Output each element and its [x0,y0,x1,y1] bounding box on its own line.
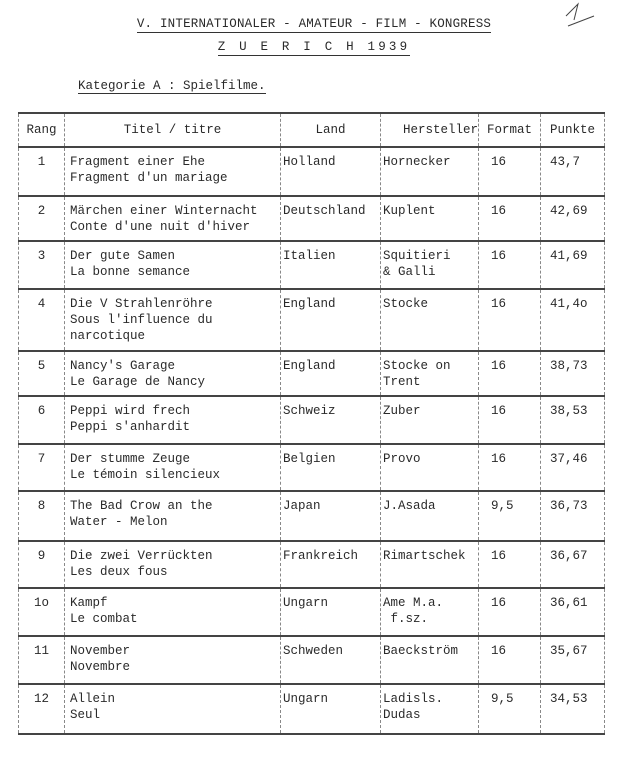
cell-hersteller [381,491,479,541]
cell-rang: 1o [19,588,65,636]
producer-line-1: Kuplent [383,204,436,218]
title-french: Le combat [70,612,138,626]
cell-titel [65,241,281,289]
cell-titel [65,147,281,196]
cell-titel [65,541,281,588]
cell-format: 16 [479,396,541,444]
cell-rang: 3 [19,241,65,289]
producer-line-1: Provo [383,452,421,466]
category-label: Kategorie A : Spielfilme. [78,79,266,93]
title-french: La bonne semance [70,265,191,279]
producer-line-2: Dudas [383,708,421,722]
cell-punkte: 36,73 [541,491,605,541]
cell-format: 9,5 [479,491,541,541]
cell-rang: 8 [19,491,65,541]
producer-line-1: Ame M.a. [383,596,444,610]
cell-punkte: 38,53 [541,396,605,444]
table-row [19,241,605,289]
cell-rang: 5 [19,351,65,396]
header-punkte: Punkte [541,113,605,147]
cell-format: 16 [479,289,541,351]
title-french: Le Garage de Nancy [70,375,206,389]
cell-rang: 12 [19,684,65,734]
title-german: Fragment einer Ehe [70,155,206,169]
cell-format: 16 [479,351,541,396]
cell-hersteller [381,196,479,241]
title-german: November [70,644,131,658]
cell-titel [65,289,281,351]
title-german: Die zwei Verrückten [70,549,213,563]
cell-punkte: 36,61 [541,588,605,636]
cell-titel [65,491,281,541]
document-heading: V. INTERNATIONALER - AMATEUR - FILM - KONGRESS [136,17,492,31]
cell-hersteller [381,684,479,734]
cell-land: Holland [281,147,381,196]
cell-punkte: 34,53 [541,684,605,734]
title-french: Novembre [70,660,131,674]
table-header-row [19,113,605,147]
cell-hersteller [381,541,479,588]
cell-land: England [281,289,381,351]
table-row [19,684,605,734]
cell-hersteller [381,636,479,684]
title-continued: narcotique [70,329,146,343]
cell-rang: 6 [19,396,65,444]
producer-line-2: f.sz. [383,612,429,626]
cell-hersteller [381,396,479,444]
table-row [19,444,605,491]
title-german: Nancy's Garage [70,359,176,373]
cell-punkte: 36,67 [541,541,605,588]
table-row [19,396,605,444]
title-french: Le témoin silencieux [70,468,221,482]
cell-titel [65,684,281,734]
title-french: Water - Melon [70,515,168,529]
cell-titel [65,351,281,396]
cell-punkte: 38,73 [541,351,605,396]
cell-hersteller [381,588,479,636]
cell-hersteller [381,351,479,396]
table-row [19,351,605,396]
title-german: Märchen einer Winternacht [70,204,258,218]
cell-punkte: 42,69 [541,196,605,241]
cell-titel [65,396,281,444]
cell-format: 16 [479,196,541,241]
cell-land: Italien [281,241,381,289]
cell-hersteller [381,147,479,196]
cell-land: Schweden [281,636,381,684]
title-german: Der stumme Zeuge [70,452,191,466]
title-french: Peppi s'anhardit [70,420,191,434]
cell-land: Deutschland [281,196,381,241]
cell-rang: 11 [19,636,65,684]
cell-titel [65,636,281,684]
header-format: Format [479,113,541,147]
cell-land: Ungarn [281,588,381,636]
cell-rang: 1 [19,147,65,196]
cell-punkte: 43,7 [541,147,605,196]
cell-format: 16 [479,241,541,289]
cell-land: Schweiz [281,396,381,444]
cell-hersteller [381,289,479,351]
cell-titel [65,588,281,636]
cell-format: 16 [479,444,541,491]
cell-titel [65,196,281,241]
producer-line-1: Ladisls. [383,692,444,706]
cell-land: Ungarn [281,684,381,734]
table-row [19,541,605,588]
title-french: Conte d'une nuit d'hiver [70,220,251,234]
cell-hersteller [381,444,479,491]
document-subheading: Z U E R I C H 1939 [217,40,411,54]
cell-land: Japan [281,491,381,541]
header-land: Land [281,113,381,147]
title-german: Allein [70,692,116,706]
cell-punkte: 37,46 [541,444,605,491]
producer-line-1: Stocke on [383,359,451,373]
cell-punkte: 41,4o [541,289,605,351]
results-table [18,112,605,735]
table-row [19,289,605,351]
producer-line-1: J.Asada [383,499,436,513]
title-german: The Bad Crow an the [70,499,213,513]
producer-line-1: Stocke [383,297,429,311]
table-row [19,636,605,684]
header-rang: Rang [19,113,65,147]
cell-rang: 2 [19,196,65,241]
title-german: Peppi wird frech [70,404,191,418]
title-german: Kampf [70,596,108,610]
cell-punkte: 41,69 [541,241,605,289]
cell-format: 9,5 [479,684,541,734]
cell-format: 16 [479,147,541,196]
cell-land: Frankreich [281,541,381,588]
title-german: Der gute Samen [70,249,176,263]
cell-rang: 4 [19,289,65,351]
producer-line-1: Rimartschek [383,549,466,563]
title-french: Fragment d'un mariage [70,171,228,185]
producer-line-1: Baeckström [383,644,459,658]
producer-line-1: Hornecker [383,155,451,169]
header-hersteller: Hersteller [381,113,479,147]
cell-rang: 9 [19,541,65,588]
cell-punkte: 35,67 [541,636,605,684]
cell-land: England [281,351,381,396]
cell-rang: 7 [19,444,65,491]
title-french: Sous l'influence du [70,313,213,327]
cell-format: 16 [479,636,541,684]
title-german: Die V Strahlenröhre [70,297,213,311]
table-row [19,147,605,196]
producer-line-2: & Galli [383,265,436,279]
cell-land: Belgien [281,444,381,491]
producer-line-1: Zuber [383,404,421,418]
header-titel: Titel / titre [65,113,281,147]
cell-titel [65,444,281,491]
cell-format: 16 [479,541,541,588]
producer-line-1: Squitieri [383,249,451,263]
title-french: Seul [70,708,101,722]
producer-line-2: Trent [383,375,421,389]
cell-hersteller [381,241,479,289]
title-french: Les deux fous [70,565,168,579]
table-row [19,491,605,541]
table-row [19,196,605,241]
cell-format: 16 [479,588,541,636]
table-row [19,588,605,636]
